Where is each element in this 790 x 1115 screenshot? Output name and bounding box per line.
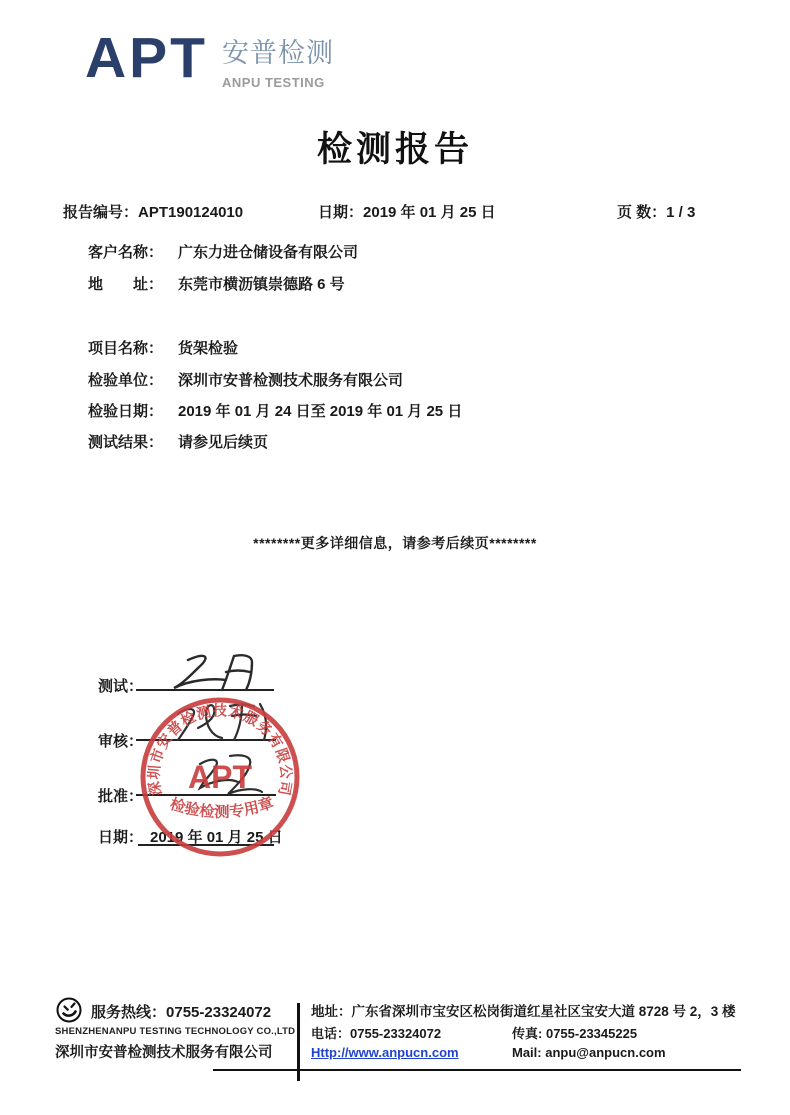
footer-mail-label: Mail: (512, 1045, 542, 1060)
svg-text:检验检测专用章 (168, 794, 276, 822)
report-date-label: 日期： (318, 204, 364, 221)
footer-company-english: SHENZHENANPU TESTING TECHNOLOGY CO.,LTD (55, 1026, 296, 1037)
footer-address-value: 广东省深圳市宝安区松岗街道红星社区宝安大道 8728 号 2，3 楼 (351, 1004, 736, 1019)
customer-address-label: 地 址： (88, 276, 164, 293)
footer-company-chinese: 深圳市安普检测技术服务有限公司 (55, 1045, 273, 1061)
reviewer-label: 审核： (98, 733, 144, 750)
service-hotline-number: 0755-23324072 (166, 1004, 272, 1021)
footer-website-link[interactable]: Http://www.anpucn.com (311, 1045, 459, 1060)
report-date-value: 2019 年 01 月 25 日 (363, 204, 496, 221)
footer-telephone-label: 电话： (311, 1026, 351, 1041)
stamp-bottom-text: 检验检测专用章 (167, 794, 276, 822)
report-number-label: 报告编号： (63, 204, 139, 221)
more-info-note: ********更多详细信息，请参考后续页******** (253, 535, 537, 551)
page-title: 检测报告 (316, 130, 473, 169)
stamp-company-name: 深圳市安普检测技术服务有限公司 (146, 703, 294, 798)
logo-chinese-name: 安普检测 (222, 38, 334, 68)
test-result-value: 请参见后续页 (178, 434, 269, 451)
test-result-label: 测试结果： (88, 434, 164, 451)
inspection-date-label: 检验日期： (88, 403, 164, 420)
footer-fax (512, 1023, 637, 1042)
footer-address-label: 地址： (311, 1004, 352, 1019)
footer-mail-value: anpu@anpucn.com (545, 1045, 666, 1060)
footer-telephone-value: 0755-23324072 (350, 1026, 442, 1041)
logo (85, 26, 334, 90)
footer-mail (512, 1045, 666, 1060)
logo-apt-text: APT (85, 26, 208, 90)
service-hotline (91, 1001, 271, 1022)
footer-fax-label: 传真: (512, 1026, 543, 1041)
signature-date-label: 日期： (98, 829, 144, 846)
stamp-apt-text: APT (188, 759, 252, 795)
signature-date-value: 2019 年 01 月 25 日 (150, 829, 283, 846)
project-name-label: 项目名称： (88, 340, 164, 357)
report-number (63, 201, 243, 222)
service-hotline-label: 服务热线： (91, 1004, 167, 1021)
project-name-value: 货架检验 (178, 340, 239, 357)
inspection-date-value: 2019 年 01 月 24 日至 2019 年 01 月 25 日 (178, 403, 463, 420)
logo-english-name: ANPU TESTING (222, 75, 325, 90)
page-count (617, 201, 695, 222)
inspection-unit-value: 深圳市安普检测技术服务有限公司 (178, 372, 404, 389)
report-date (318, 201, 496, 222)
footer-address (311, 1000, 736, 1020)
inspection-unit-label: 检验单位： (88, 372, 164, 389)
company-seal-stamp (137, 694, 303, 860)
page-count-label: 页 数： (617, 204, 667, 221)
report-number-value: APT190124010 (138, 204, 244, 221)
footer-fax-value: 0755-23345225 (545, 1026, 638, 1041)
tester-handwritten-signature (160, 650, 270, 694)
tester-label: 测试： (98, 678, 144, 695)
customer-name-value: 广东力进仓储设备有限公司 (178, 244, 359, 261)
page-count-value: 1 / 3 (666, 204, 696, 221)
footer-bottom-rule (213, 1069, 741, 1071)
customer-name-label: 客户名称： (88, 244, 164, 261)
customer-address-value: 东莞市横沥镇崇德路 6 号 (178, 276, 345, 293)
approver-label: 批准： (98, 788, 144, 805)
footer-telephone (311, 1023, 441, 1042)
phone-icon (55, 996, 83, 1024)
